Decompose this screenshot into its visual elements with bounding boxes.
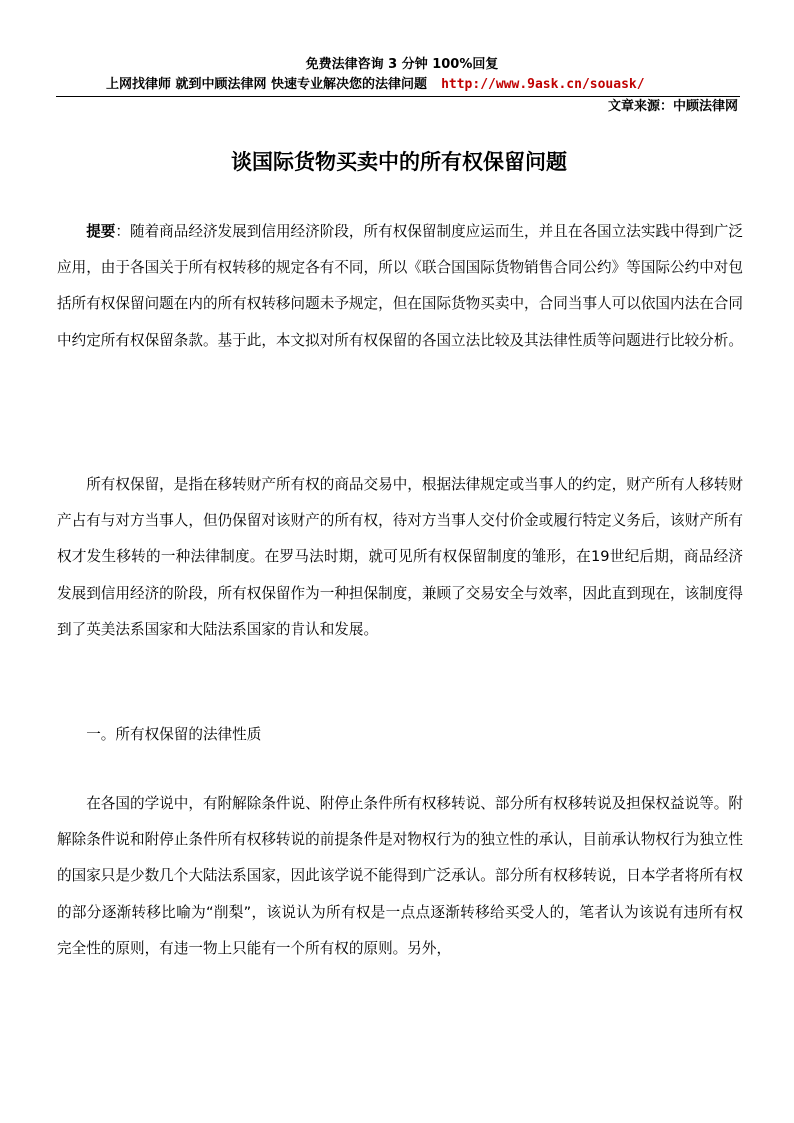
- section-heading-text: 一。所有权保留的法律性质: [86, 726, 262, 743]
- abstract-label: 提要: [86, 223, 116, 240]
- section-paragraph: [57, 786, 743, 967]
- abstract-text: ：随着商品经济发展到信用经济阶段，所有权保留制度应运而生，并且在各国立法实践中得到广泛应用，由于各国关于所有权转移的规定各有不同，所以《联合国国际货物销售合同公约》等国际公约中对包括所有权保留问题在内的所有权转移问题未予规定，但在国际货物买卖中，合同当事人可以依国内法在合同中约定所有权保留条款。基于此，本文拟对所有权保留的各国立法比较及其法律性质等问题进行比较分析。: [57, 223, 743, 349]
- header-tagline: [106, 77, 746, 93]
- article-source: 文章来源：中顾法律网: [607, 99, 738, 114]
- header-link[interactable]: http://www.9ask.cn/souask/: [441, 77, 645, 92]
- section-heading: [57, 717, 743, 753]
- document-title: 谈国际货物买卖中的所有权保留问题: [231, 150, 567, 174]
- abstract-paragraph: [57, 214, 743, 359]
- section-paragraph-text: 在各国的学说中，有附解除条件说、附停止条件所有权移转说、部分所有权移转说及担保权益说等。附解除条件说和附停止条件所有权移转说的前提条件是对物权行为的独立性的承认，目前承认物权行为独立性的国家只是少数几个大陆法系国家，因此该学说不能得到广泛承认。部分所有权移转说，日本学者将所有权的部分逐渐转移比喻为“削梨”，该说认为所有权是一点点逐渐转移给买受人的，笔者认为该说有违所有权完全性的原则，有违一物上只能有一个所有权的原则。另外，: [57, 795, 743, 957]
- header-promo-line: 免费法律咨询 3 分钟 100%回复: [305, 57, 499, 72]
- intro-paragraph: [57, 467, 743, 648]
- header-tagline-text: 上网找律师 就到中顾法律网 快速专业解决您的法律问题: [106, 77, 428, 92]
- header-divider: [56, 96, 740, 97]
- intro-paragraph-text: 所有权保留，是指在移转财产所有权的商品交易中，根据法律规定或当事人的约定，财产所有人移转财产占有与对方当事人，但仍保留对该财产的所有权，待对方当事人交付价金或履行特定义务后，该财产所有权才发生移转的一种法律制度。在罗马法时期，就可见所有权保留制度的雏形，在19世纪后期，商品经济发展到信用经济的阶段，所有权保留作为一种担保制度，兼顾了交易安全与效率，因此直到现在，该制度得到了英美法系国家和大陆法系国家的肯认和发展。: [57, 476, 743, 638]
